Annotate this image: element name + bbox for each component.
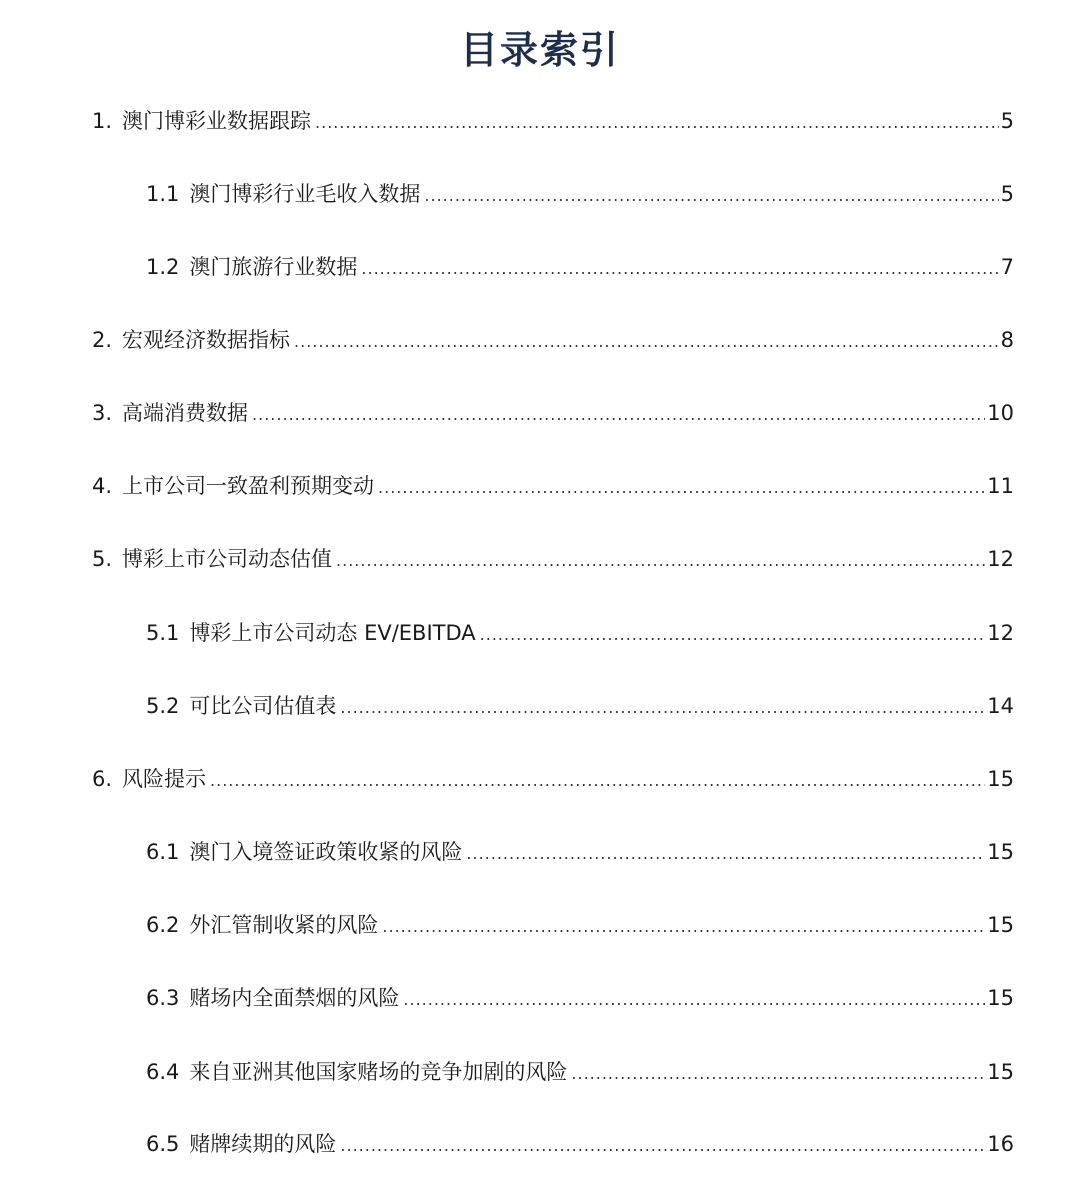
toc-entry-page: 16 — [987, 1132, 1014, 1156]
dot-leader — [480, 617, 986, 653]
toc-entry-label: 赌牌续期的风险 — [189, 1132, 337, 1156]
toc-entry[interactable] — [92, 322, 1014, 358]
toc-entry[interactable] — [146, 907, 1014, 943]
page-title: 目录索引 — [459, 28, 620, 72]
dot-leader — [382, 909, 985, 945]
dot-leader — [361, 251, 998, 287]
toc-entry-label: 赌场内全面禁烟的风险 — [189, 986, 400, 1010]
toc-entry-page: 12 — [987, 547, 1014, 571]
toc-entry-number: 1.2 — [146, 255, 180, 279]
toc-entry-label: 风险提示 — [122, 767, 207, 791]
toc-entry-label: 上市公司一致盈利预期变动 — [122, 474, 375, 498]
dot-leader — [315, 105, 999, 141]
toc-entry-label: 宏观经济数据指标 — [122, 328, 291, 352]
toc-entry-number: 3. — [92, 401, 113, 425]
dot-leader — [294, 324, 999, 360]
toc-entry-number: 1. — [92, 109, 113, 133]
toc-entry-number: 2. — [92, 328, 113, 352]
dot-leader — [340, 690, 985, 726]
dot-leader — [424, 178, 998, 214]
toc-entry-page: 5 — [1000, 182, 1014, 206]
toc-entry-number: 5.1 — [146, 621, 180, 645]
toc-entry[interactable] — [146, 688, 1014, 724]
toc-entry-number: 6.2 — [146, 913, 180, 937]
toc-entry-page: 15 — [987, 913, 1014, 937]
toc-entry-label: 博彩上市公司动态估值 — [122, 547, 333, 571]
toc-entry-label: 外汇管制收紧的风险 — [189, 913, 379, 937]
toc-entry-label: 澳门旅游行业数据 — [189, 255, 358, 279]
toc-entry-label: 澳门博彩行业毛收入数据 — [189, 182, 421, 206]
toc-entry-page: 10 — [987, 401, 1014, 425]
toc-entry-number: 6.1 — [146, 840, 180, 864]
toc-entry-number: 6. — [92, 767, 113, 791]
toc-entry[interactable] — [146, 834, 1014, 870]
toc-entry[interactable] — [146, 1054, 1014, 1090]
toc-entry[interactable] — [146, 176, 1014, 212]
toc-entry-page: 15 — [987, 840, 1014, 864]
toc-entry-page: 8 — [1000, 328, 1014, 352]
toc-entry-label: 澳门入境签证政策收紧的风险 — [189, 840, 463, 864]
dot-leader — [403, 982, 985, 1018]
toc-entry-number: 6.5 — [146, 1132, 180, 1156]
toc-entry[interactable] — [92, 541, 1014, 577]
toc-entry[interactable] — [92, 395, 1014, 431]
toc-entry-number: 1.1 — [146, 182, 180, 206]
toc-entry-label: 博彩上市公司动态 EV/EBITDA — [189, 621, 476, 645]
dot-leader — [340, 1128, 985, 1164]
dot-leader — [336, 543, 985, 579]
toc-entry-page: 15 — [987, 1060, 1014, 1084]
toc-entry-label: 高端消费数据 — [122, 401, 249, 425]
dot-leader — [571, 1056, 985, 1092]
toc-entry-number: 6.4 — [146, 1060, 180, 1084]
toc-entry-number: 5. — [92, 547, 113, 571]
toc-entry-label: 澳门博彩业数据跟踪 — [122, 109, 312, 133]
toc-entry-page: 11 — [987, 474, 1014, 498]
toc-entry-page: 14 — [987, 694, 1014, 718]
toc-entry-page: 7 — [1000, 255, 1014, 279]
toc-entry[interactable] — [146, 249, 1014, 285]
toc-entry-label: 来自亚洲其他国家赌场的竞争加剧的风险 — [189, 1060, 568, 1084]
toc-entry-number: 4. — [92, 474, 113, 498]
toc-entry[interactable] — [92, 761, 1014, 797]
toc-entry-page: 5 — [1000, 109, 1014, 133]
toc-entry-page: 15 — [987, 986, 1014, 1010]
toc-entry-number: 5.2 — [146, 694, 180, 718]
toc-entry[interactable] — [92, 103, 1014, 139]
dot-leader — [378, 470, 985, 506]
dot-leader — [210, 763, 985, 799]
toc-entry[interactable] — [146, 1126, 1014, 1162]
toc-entry[interactable] — [92, 468, 1014, 504]
toc-entry-number: 6.3 — [146, 986, 180, 1010]
toc-entry[interactable] — [146, 980, 1014, 1016]
dot-leader — [466, 836, 985, 872]
toc-entry-label: 可比公司估值表 — [189, 694, 337, 718]
dot-leader — [252, 397, 985, 433]
toc-entry[interactable] — [146, 615, 1014, 651]
toc-entry-page: 12 — [987, 621, 1014, 645]
toc-entry-page: 15 — [987, 767, 1014, 791]
